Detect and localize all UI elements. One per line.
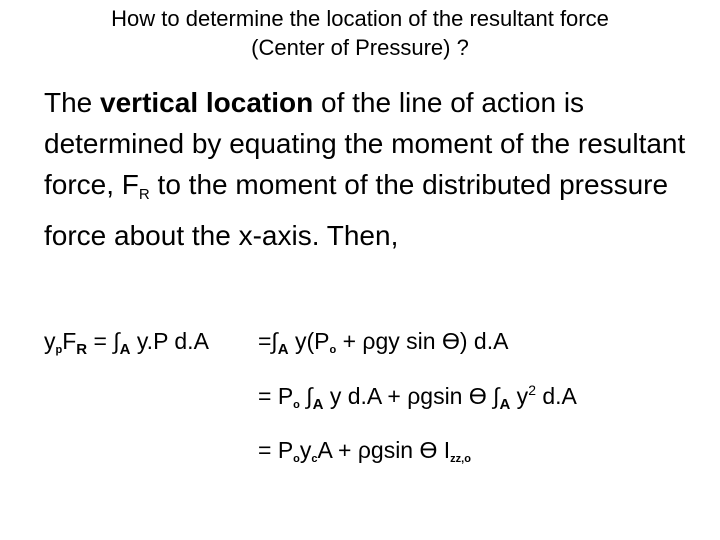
eq1-y-sub: p — [55, 344, 63, 356]
eq3-part-a: = P — [258, 383, 294, 409]
paragraph-bold-term: vertical location — [100, 87, 314, 118]
eq3-int-sub-1: A — [312, 396, 324, 413]
equation-1 — [44, 327, 209, 364]
eq3-part-c: y d.A + ρgsin ϴ ∫ — [323, 383, 500, 409]
eq2-part-b: + ρgy sin ϴ) d.A — [336, 328, 509, 354]
eq4-i-sub: zz,o — [450, 453, 471, 465]
equation-3 — [258, 376, 577, 419]
eq3-superscript: 2 — [528, 382, 536, 398]
equation-4 — [258, 436, 471, 473]
eq4-part-b: y — [299, 437, 312, 463]
slide-title — [0, 4, 720, 62]
eq1-int-sub: A — [119, 341, 131, 358]
eq2-p-sub: o — [329, 344, 337, 356]
paragraph-text-2: to the moment of the distributed pressure force about the x-axis. Then, — [44, 169, 669, 251]
eq1-tail: y.P d.A — [130, 328, 209, 354]
eq2-int-sub: A — [277, 341, 289, 358]
eq3-part-d: y — [510, 383, 529, 409]
explanation-paragraph — [44, 82, 704, 256]
eq3-int-sub-2: A — [499, 396, 511, 413]
eq3-part-e: d.A — [535, 383, 577, 409]
paragraph-intro: The — [44, 87, 101, 118]
eq3-p-sub: o — [293, 399, 300, 411]
eq2-start: =∫ — [258, 328, 278, 354]
resultant-subscript: R — [138, 186, 150, 203]
eq3-integral-1: ∫ — [299, 383, 313, 409]
paragraph-text-1: of the line of action is determined by equating the moment of the resultant force, F — [44, 87, 686, 200]
title-line-1: How to determine the location of the resultant force — [111, 6, 609, 31]
eq4-y-sub: c — [311, 453, 318, 465]
equation-2 — [258, 327, 508, 364]
eq2-part-a: y(P — [288, 328, 330, 354]
title-line-2: (Center of Pressure) ? — [251, 35, 469, 60]
eq1-integral: = ∫ — [87, 328, 120, 354]
eq4-p-sub: o — [293, 453, 300, 465]
eq4-part-a: = P — [258, 437, 294, 463]
eq1-F: F — [62, 328, 77, 354]
eq4-part-c: A + ρgsin ϴ I — [317, 437, 451, 463]
eq1-F-sub: R — [76, 341, 88, 358]
eq1-y: y — [44, 328, 56, 354]
